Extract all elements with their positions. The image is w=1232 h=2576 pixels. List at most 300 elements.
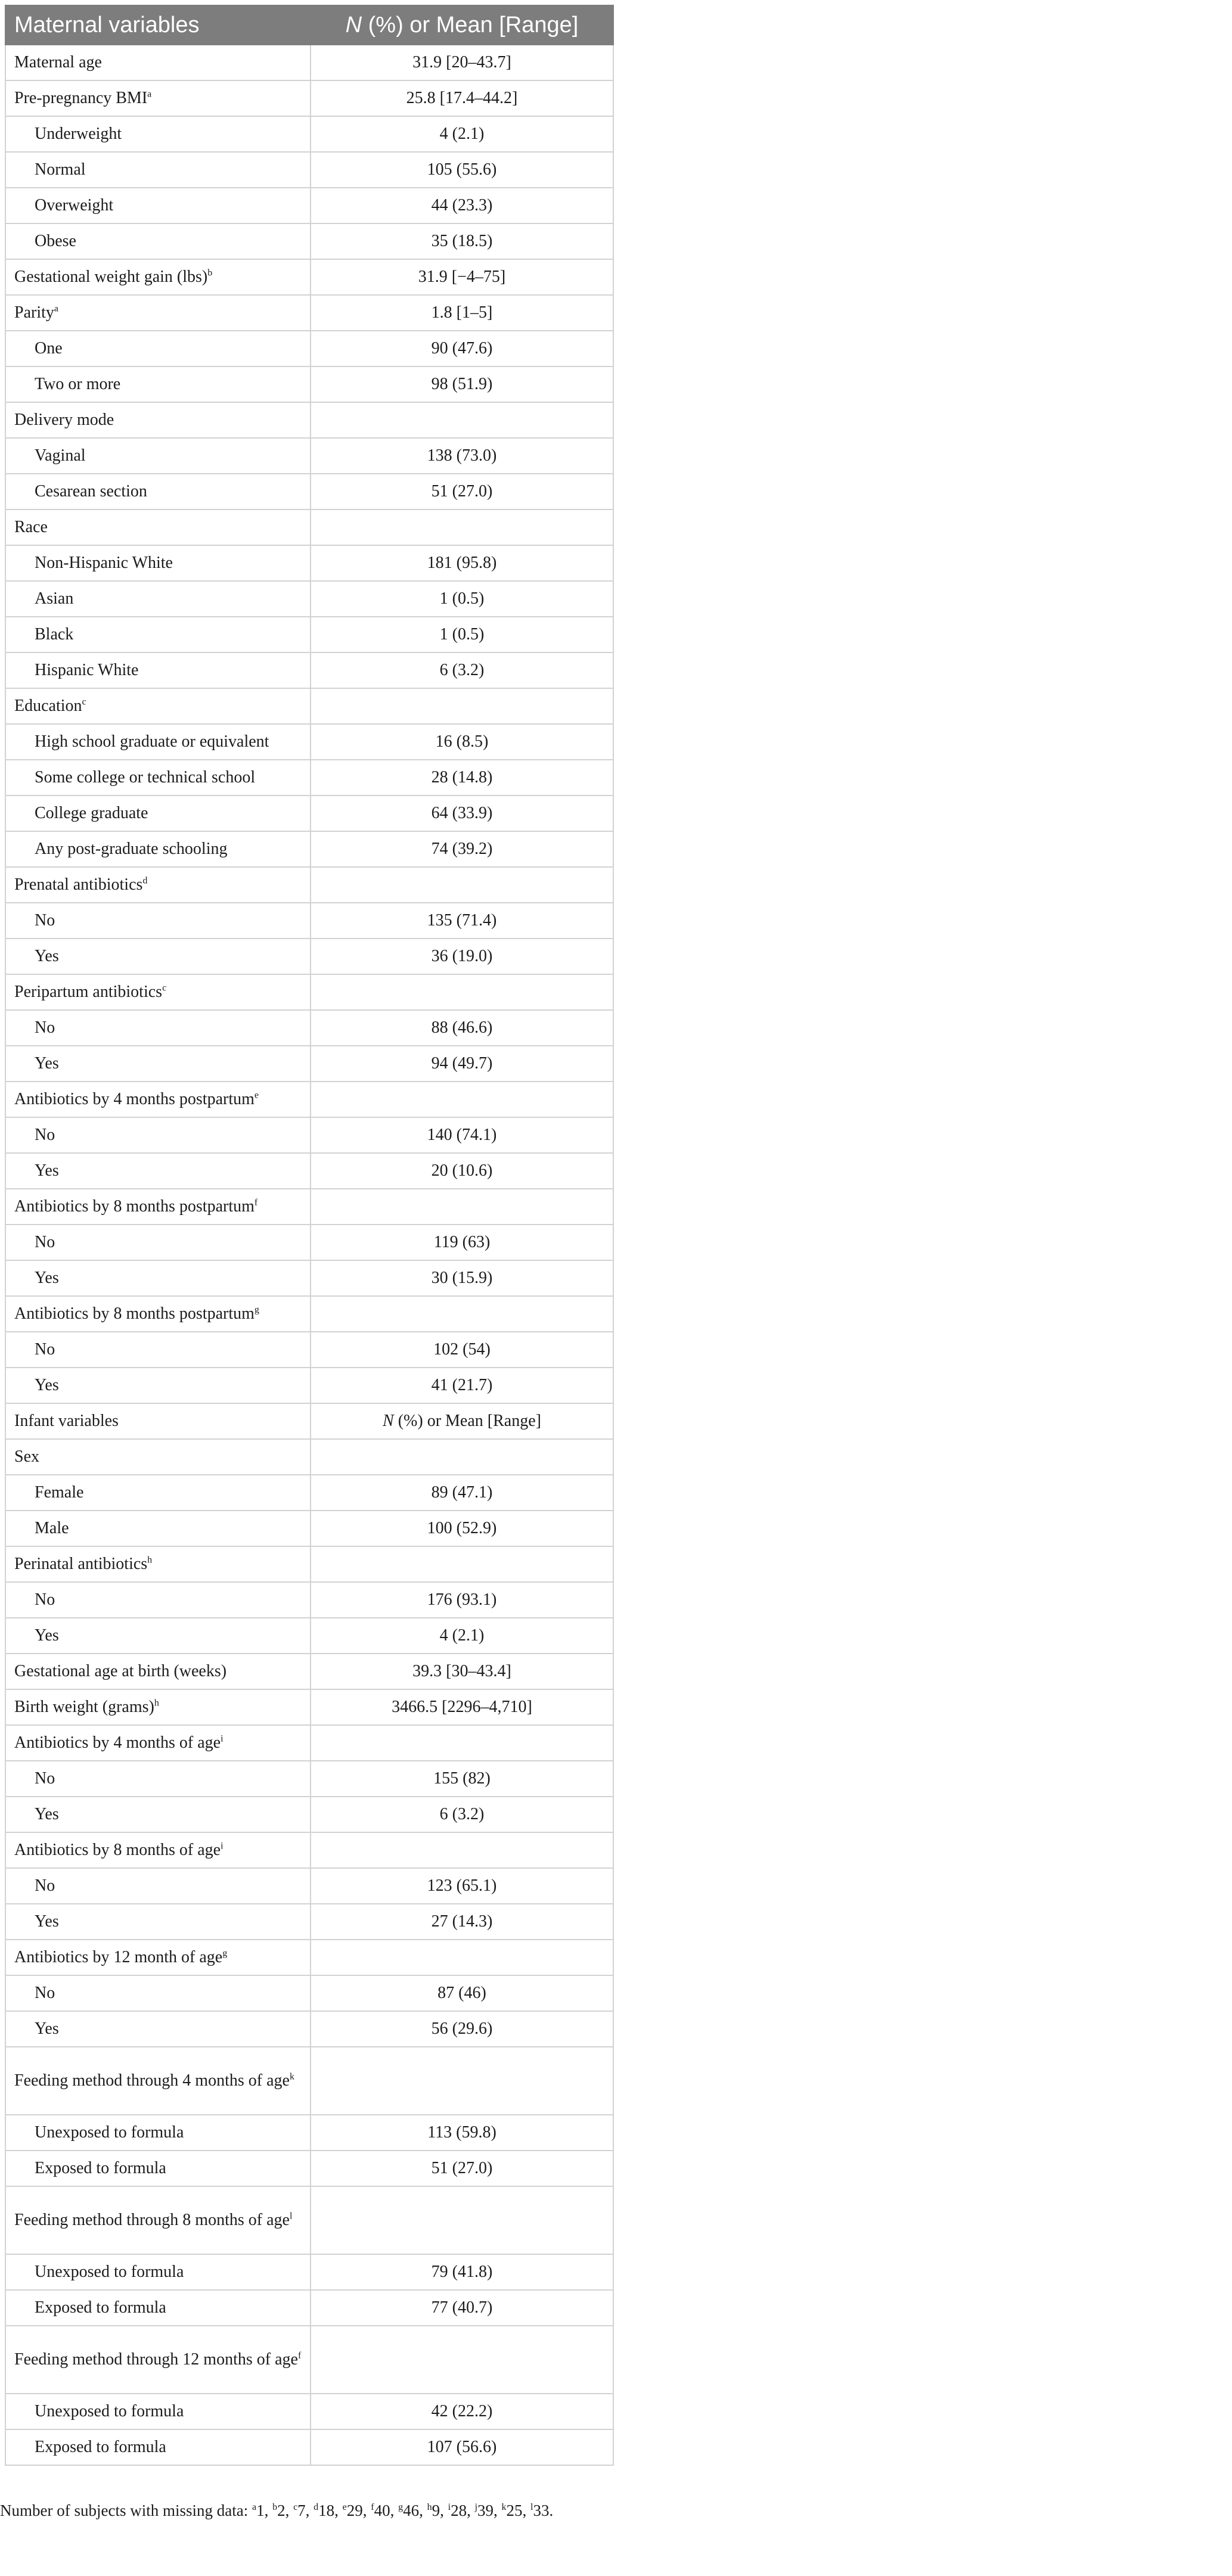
row-label-text: Yes bbox=[35, 1805, 59, 1823]
row-label-text: Antibiotics by 4 months of age bbox=[14, 1733, 221, 1752]
table-row bbox=[5, 2394, 613, 2429]
row-label-text: Exposed to formula bbox=[35, 2298, 166, 2317]
table-row bbox=[5, 1582, 613, 1618]
row-label bbox=[5, 796, 311, 831]
table-row bbox=[5, 1546, 613, 1582]
header-maternal-variables: Maternal variables bbox=[5, 5, 311, 45]
row-label bbox=[5, 366, 311, 402]
footnote-count: 2 bbox=[277, 2502, 285, 2519]
row-label bbox=[5, 545, 311, 581]
row-footnote-marker: e bbox=[254, 1090, 259, 1101]
row-value: 155 (82) bbox=[311, 1761, 613, 1797]
row-footnote-marker: i bbox=[221, 1733, 224, 1744]
table-row bbox=[5, 2115, 613, 2151]
row-value bbox=[311, 974, 613, 1010]
footnote-count: 1 bbox=[256, 2502, 265, 2519]
row-label-text: Parity bbox=[14, 303, 54, 322]
row-label-text: Overweight bbox=[35, 196, 114, 215]
row-value: 51 (27.0) bbox=[311, 474, 613, 509]
table-row bbox=[5, 402, 613, 438]
footnote-items: $^a$1, $^b$2, $^c$7, $^d$18, $^e$29, $^f$40, $^g$46, $^h$9, $^i$28, $^j$39, $^k$25, $^l$33. bbox=[252, 2502, 554, 2519]
footnote-count: 18 bbox=[318, 2502, 335, 2519]
row-value: 27 (14.3) bbox=[311, 1904, 613, 1940]
row-label-text: Perinatal antibiotics bbox=[14, 1555, 148, 1573]
row-value: 25.8 [17.4–44.2] bbox=[311, 80, 613, 116]
footnote-count: 39 bbox=[477, 2502, 494, 2519]
row-label bbox=[5, 688, 311, 724]
row-label bbox=[5, 223, 311, 259]
row-label-text: Cesarean section bbox=[35, 482, 147, 501]
row-footnote-marker: i bbox=[221, 1841, 224, 1851]
row-value: 88 (46.6) bbox=[311, 1010, 613, 1046]
table-row bbox=[5, 1046, 613, 1082]
row-value bbox=[311, 1725, 613, 1761]
row-footnote-marker: f bbox=[297, 2350, 302, 2361]
row-label bbox=[5, 188, 311, 223]
table-row bbox=[5, 116, 613, 152]
row-label-text: Feeding method through 12 months of age bbox=[14, 2350, 298, 2369]
row-label-text: No bbox=[35, 1590, 55, 1609]
row-value: 51 (27.0) bbox=[311, 2151, 613, 2186]
table-row bbox=[5, 1940, 613, 1975]
row-label-text: Asian bbox=[35, 589, 74, 608]
row-value: 39.3 [30–43.4] bbox=[311, 1654, 613, 1689]
row-label-text: Education bbox=[14, 697, 82, 715]
row-label bbox=[5, 1797, 311, 1832]
row-label-text: Normal bbox=[35, 160, 86, 179]
row-value: 31.9 [20–43.7] bbox=[311, 45, 613, 80]
table-row bbox=[5, 974, 613, 1010]
row-label bbox=[5, 1296, 311, 1332]
table-row bbox=[5, 796, 613, 831]
row-value: 64 (33.9) bbox=[311, 796, 613, 831]
row-label-text: Unexposed to formula bbox=[35, 2402, 184, 2420]
footnote-count: 7 bbox=[297, 2502, 306, 2519]
header-n-rest: (%) or Mean [Range] bbox=[362, 12, 579, 38]
row-label bbox=[5, 295, 311, 331]
row-label-text: Antibiotics by 8 months postpartum bbox=[14, 1304, 255, 1323]
row-value: 30 (15.9) bbox=[311, 1260, 613, 1296]
row-value bbox=[311, 2186, 613, 2254]
row-label-text: Antibiotics by 4 months postpartum bbox=[14, 1090, 255, 1108]
row-label-text: Antibiotics by 8 months of age bbox=[14, 1841, 221, 1859]
footnote-count: 28 bbox=[451, 2502, 467, 2519]
table-row bbox=[5, 903, 613, 939]
row-label bbox=[5, 1439, 311, 1475]
footnote-marker: b bbox=[272, 2502, 278, 2512]
row-value bbox=[311, 1832, 613, 1868]
row-value: 98 (51.9) bbox=[311, 366, 613, 402]
row-label-text: Yes bbox=[35, 2019, 59, 2038]
table-row bbox=[5, 1689, 613, 1725]
table-row bbox=[5, 831, 613, 867]
row-value: 94 (49.7) bbox=[311, 1046, 613, 1082]
row-label bbox=[5, 2115, 311, 2151]
table-row bbox=[5, 1975, 613, 2011]
table-row bbox=[5, 1475, 613, 1511]
row-footnote-marker: c bbox=[82, 697, 86, 707]
row-label-text: Prenatal antibiotics bbox=[14, 875, 143, 894]
row-label-text: Feeding method through 4 months of age bbox=[14, 2071, 290, 2090]
row-label bbox=[5, 724, 311, 760]
row-label bbox=[5, 1725, 311, 1761]
table-row bbox=[5, 1117, 613, 1153]
row-value: 35 (18.5) bbox=[311, 223, 613, 259]
row-footnote-marker: a bbox=[54, 303, 58, 314]
row-label bbox=[5, 1475, 311, 1511]
row-footnote-marker: b bbox=[207, 268, 213, 278]
row-label-text: Yes bbox=[35, 1626, 59, 1645]
table-row bbox=[5, 2011, 613, 2047]
table-row bbox=[5, 474, 613, 509]
row-value: 42 (22.2) bbox=[311, 2394, 613, 2429]
row-label bbox=[5, 331, 311, 366]
row-label bbox=[5, 1046, 311, 1082]
row-label bbox=[5, 1010, 311, 1046]
row-label bbox=[5, 1117, 311, 1153]
row-footnote-marker: l bbox=[289, 2211, 293, 2221]
row-label bbox=[5, 1082, 311, 1117]
footnote-marker: k bbox=[501, 2502, 507, 2512]
row-label-text: No bbox=[35, 1233, 55, 1251]
row-value: 113 (59.8) bbox=[311, 2115, 613, 2151]
row-label-text: Yes bbox=[35, 1161, 59, 1180]
footnote-count: 25 bbox=[506, 2502, 523, 2519]
row-label-text: No bbox=[35, 1018, 55, 1037]
row-label-text: Two or more bbox=[35, 375, 121, 393]
row-label-text: Underweight bbox=[35, 125, 122, 143]
row-label-text: Male bbox=[35, 1519, 69, 1537]
footnote-count: 33 bbox=[533, 2502, 550, 2519]
row-footnote-marker: a bbox=[147, 89, 152, 100]
row-label-text: Maternal age bbox=[14, 53, 102, 72]
row-label-text: Delivery mode bbox=[14, 411, 114, 429]
row-value bbox=[311, 2047, 613, 2115]
row-label-text: Vaginal bbox=[35, 446, 86, 465]
row-label-text: Race bbox=[14, 518, 48, 536]
row-label bbox=[5, 2429, 311, 2465]
footnote-marker: l bbox=[530, 2502, 533, 2512]
row-label-text: Antibiotics by 12 month of age bbox=[14, 1948, 223, 1966]
row-label-text: Feeding method through 8 months of age bbox=[14, 2211, 290, 2229]
row-value: 4 (2.1) bbox=[311, 116, 613, 152]
row-label bbox=[5, 1332, 311, 1368]
row-label bbox=[5, 116, 311, 152]
table-row bbox=[5, 1189, 613, 1225]
table-row bbox=[5, 2254, 613, 2290]
row-label-text: Pre-pregnancy BMI bbox=[14, 89, 148, 107]
header-n-italic: N bbox=[345, 12, 362, 38]
row-footnote-marker: g bbox=[254, 1304, 259, 1315]
table-row bbox=[5, 2151, 613, 2186]
table-row bbox=[5, 2186, 613, 2254]
footnote-count: 9 bbox=[432, 2502, 440, 2519]
table-row bbox=[5, 366, 613, 402]
row-label bbox=[5, 474, 311, 509]
row-label bbox=[5, 760, 311, 796]
row-label bbox=[5, 1904, 311, 1940]
row-value: 36 (19.0) bbox=[311, 939, 613, 974]
row-value: 176 (93.1) bbox=[311, 1582, 613, 1618]
row-label-text: Some college or technical school bbox=[35, 768, 256, 787]
row-label-text: Antibiotics by 8 months postpartum bbox=[14, 1197, 255, 1216]
row-label-text: No bbox=[35, 1984, 55, 2002]
table-row bbox=[5, 259, 613, 295]
table-row bbox=[5, 1368, 613, 1403]
row-label bbox=[5, 2151, 311, 2186]
table-row bbox=[5, 1868, 613, 1904]
row-footnote-marker: h bbox=[154, 1698, 159, 1708]
row-label-text: Gestational age at birth (weeks) bbox=[14, 1662, 227, 1680]
table-footnote bbox=[0, 2502, 1232, 2520]
row-value: 44 (23.3) bbox=[311, 188, 613, 223]
characteristics-table bbox=[5, 5, 614, 2466]
row-label bbox=[5, 1403, 311, 1439]
row-label bbox=[5, 1975, 311, 2011]
row-value bbox=[311, 688, 613, 724]
row-value: 77 (40.7) bbox=[311, 2290, 613, 2326]
footnote-marker: j bbox=[474, 2502, 478, 2512]
row-value: 1 (0.5) bbox=[311, 581, 613, 617]
table-row bbox=[5, 2047, 613, 2115]
row-label bbox=[5, 1511, 311, 1546]
table-row bbox=[5, 939, 613, 974]
row-value: 100 (52.9) bbox=[311, 1511, 613, 1546]
footnote-count: 29 bbox=[346, 2502, 363, 2519]
row-label-text: Peripartum antibiotics bbox=[14, 983, 163, 1001]
row-value: 28 (14.8) bbox=[311, 760, 613, 796]
table-row bbox=[5, 2429, 613, 2465]
table-header-row bbox=[5, 5, 613, 45]
row-value: 20 (10.6) bbox=[311, 1153, 613, 1189]
row-label-text: Black bbox=[35, 625, 74, 644]
footnote-marker: a bbox=[252, 2502, 257, 2512]
table-row bbox=[5, 652, 613, 688]
row-footnote-marker: g bbox=[222, 1948, 228, 1959]
row-footnote-marker: f bbox=[254, 1197, 258, 1208]
infant-section-header-row bbox=[5, 1403, 613, 1439]
row-label-text: Yes bbox=[35, 1912, 59, 1931]
row-label bbox=[5, 974, 311, 1010]
row-value bbox=[311, 402, 613, 438]
table-row bbox=[5, 2326, 613, 2394]
row-label-text: No bbox=[35, 1340, 55, 1359]
table-row bbox=[5, 152, 613, 188]
infant-header-n-italic: N bbox=[383, 1412, 394, 1430]
row-label bbox=[5, 867, 311, 903]
row-label bbox=[5, 2047, 311, 2115]
row-value bbox=[311, 2326, 613, 2394]
row-label bbox=[5, 509, 311, 545]
row-label-text: Yes bbox=[35, 1269, 59, 1287]
row-value: 119 (63) bbox=[311, 1225, 613, 1260]
row-value bbox=[311, 867, 613, 903]
row-value: 31.9 [−4–75] bbox=[311, 259, 613, 295]
row-value: 140 (74.1) bbox=[311, 1117, 613, 1153]
row-label bbox=[5, 2011, 311, 2047]
table-row bbox=[5, 1761, 613, 1797]
row-value bbox=[311, 1189, 613, 1225]
row-label-text: Female bbox=[35, 1483, 84, 1502]
row-label-text: Exposed to formula bbox=[35, 2159, 166, 2177]
row-value: 90 (47.6) bbox=[311, 331, 613, 366]
table-row bbox=[5, 80, 613, 116]
row-label bbox=[5, 2186, 311, 2254]
table-row bbox=[5, 1797, 613, 1832]
row-label bbox=[5, 652, 311, 688]
row-value: 89 (47.1) bbox=[311, 1475, 613, 1511]
row-label bbox=[5, 1189, 311, 1225]
row-label bbox=[5, 1546, 311, 1582]
row-label-text: Hispanic White bbox=[35, 661, 139, 679]
table-row bbox=[5, 1296, 613, 1332]
row-label-text: No bbox=[35, 1769, 55, 1788]
row-label-text: Birth weight (grams) bbox=[14, 1698, 154, 1716]
row-value: 3466.5 [2296–4,710] bbox=[311, 1689, 613, 1725]
table-row bbox=[5, 1225, 613, 1260]
row-footnote-marker: k bbox=[289, 2071, 294, 2082]
row-value: 87 (46) bbox=[311, 1975, 613, 2011]
row-value: 138 (73.0) bbox=[311, 438, 613, 474]
row-label-text: No bbox=[35, 1876, 55, 1895]
row-value: 1 (0.5) bbox=[311, 617, 613, 652]
row-value: 79 (41.8) bbox=[311, 2254, 613, 2290]
row-label bbox=[5, 1689, 311, 1725]
row-footnote-marker: h bbox=[147, 1555, 153, 1565]
row-label-text: Exposed to formula bbox=[35, 2438, 166, 2456]
table-row bbox=[5, 1439, 613, 1475]
table-row bbox=[5, 1332, 613, 1368]
row-label-text: Non-Hispanic White bbox=[35, 554, 173, 572]
table-row bbox=[5, 1082, 613, 1117]
infant-header-n-rest: (%) or Mean [Range] bbox=[393, 1412, 541, 1430]
row-label bbox=[5, 45, 311, 80]
footnote-marker: e bbox=[342, 2502, 347, 2512]
table-row bbox=[5, 688, 613, 724]
row-label bbox=[5, 1260, 311, 1296]
row-label bbox=[5, 1654, 311, 1689]
row-label bbox=[5, 1832, 311, 1868]
table-row bbox=[5, 545, 613, 581]
row-label-text: Sex bbox=[14, 1447, 39, 1466]
row-label bbox=[5, 939, 311, 974]
footnote-marker: f bbox=[371, 2502, 374, 2512]
table-row bbox=[5, 45, 613, 80]
row-label-text: Obese bbox=[35, 232, 76, 250]
row-value: 4 (2.1) bbox=[311, 1618, 613, 1654]
table-row bbox=[5, 867, 613, 903]
row-value bbox=[311, 1403, 613, 1439]
row-value: 107 (56.6) bbox=[311, 2429, 613, 2465]
row-value: 41 (21.7) bbox=[311, 1368, 613, 1403]
row-value: 56 (29.6) bbox=[311, 2011, 613, 2047]
table-row bbox=[5, 760, 613, 796]
row-label-text: Yes bbox=[35, 1376, 59, 1394]
row-value bbox=[311, 1082, 613, 1117]
footnote-marker: d bbox=[314, 2502, 319, 2512]
row-label bbox=[5, 1940, 311, 1975]
row-label bbox=[5, 2326, 311, 2394]
table-row bbox=[5, 581, 613, 617]
row-value: 123 (65.1) bbox=[311, 1868, 613, 1904]
row-value bbox=[311, 1940, 613, 1975]
row-label bbox=[5, 80, 311, 116]
row-label-text: Yes bbox=[35, 947, 59, 965]
row-label bbox=[5, 903, 311, 939]
table-row bbox=[5, 724, 613, 760]
row-value bbox=[311, 1439, 613, 1475]
table-row bbox=[5, 1904, 613, 1940]
table-row bbox=[5, 1832, 613, 1868]
row-label-text: One bbox=[35, 339, 63, 358]
row-label bbox=[5, 2254, 311, 2290]
row-label-text: No bbox=[35, 911, 55, 930]
header-n-mean-range bbox=[311, 5, 613, 45]
row-label bbox=[5, 2290, 311, 2326]
row-value: 74 (39.2) bbox=[311, 831, 613, 867]
row-label bbox=[5, 1225, 311, 1260]
table-row bbox=[5, 1260, 613, 1296]
footnote-prefix: Number of subjects with missing data: bbox=[0, 2502, 252, 2519]
table-body bbox=[5, 45, 613, 2465]
table-row bbox=[5, 295, 613, 331]
row-label-text: Unexposed to formula bbox=[35, 2123, 184, 2142]
table-row bbox=[5, 1654, 613, 1689]
row-label-text: Gestational weight gain (lbs) bbox=[14, 268, 208, 286]
row-value: 6 (3.2) bbox=[311, 1797, 613, 1832]
row-label-text: Unexposed to formula bbox=[35, 2263, 184, 2281]
footnote-marker: i bbox=[448, 2502, 451, 2512]
row-value: 102 (54) bbox=[311, 1332, 613, 1368]
row-label-text: Yes bbox=[35, 1054, 59, 1073]
row-label bbox=[5, 402, 311, 438]
row-value: 16 (8.5) bbox=[311, 724, 613, 760]
table-row bbox=[5, 2290, 613, 2326]
row-label bbox=[5, 1368, 311, 1403]
row-value: 1.8 [1–5] bbox=[311, 295, 613, 331]
table-row bbox=[5, 188, 613, 223]
row-label bbox=[5, 259, 311, 295]
row-label-text: Infant variables bbox=[14, 1412, 119, 1430]
row-label bbox=[5, 1868, 311, 1904]
footnote-marker: g bbox=[398, 2502, 404, 2512]
row-footnote-marker: c bbox=[162, 983, 167, 993]
row-label bbox=[5, 2394, 311, 2429]
footnote-marker: h bbox=[427, 2502, 432, 2512]
row-value bbox=[311, 1296, 613, 1332]
row-label bbox=[5, 581, 311, 617]
table-row bbox=[5, 509, 613, 545]
table-row bbox=[5, 1511, 613, 1546]
row-label bbox=[5, 1618, 311, 1654]
footnote-count: 40 bbox=[374, 2502, 390, 2519]
row-value: 105 (55.6) bbox=[311, 152, 613, 188]
row-label bbox=[5, 438, 311, 474]
row-value bbox=[311, 1546, 613, 1582]
row-label-text: No bbox=[35, 1126, 55, 1144]
table-row bbox=[5, 438, 613, 474]
row-label-text: Any post-graduate schooling bbox=[35, 840, 228, 858]
footnote-marker: c bbox=[293, 2502, 298, 2512]
row-label bbox=[5, 1582, 311, 1618]
table-row bbox=[5, 1010, 613, 1046]
row-label bbox=[5, 152, 311, 188]
row-footnote-marker: d bbox=[142, 875, 148, 886]
table-row bbox=[5, 1725, 613, 1761]
row-value: 181 (95.8) bbox=[311, 545, 613, 581]
footnote-count: 46 bbox=[403, 2502, 420, 2519]
table-row bbox=[5, 223, 613, 259]
